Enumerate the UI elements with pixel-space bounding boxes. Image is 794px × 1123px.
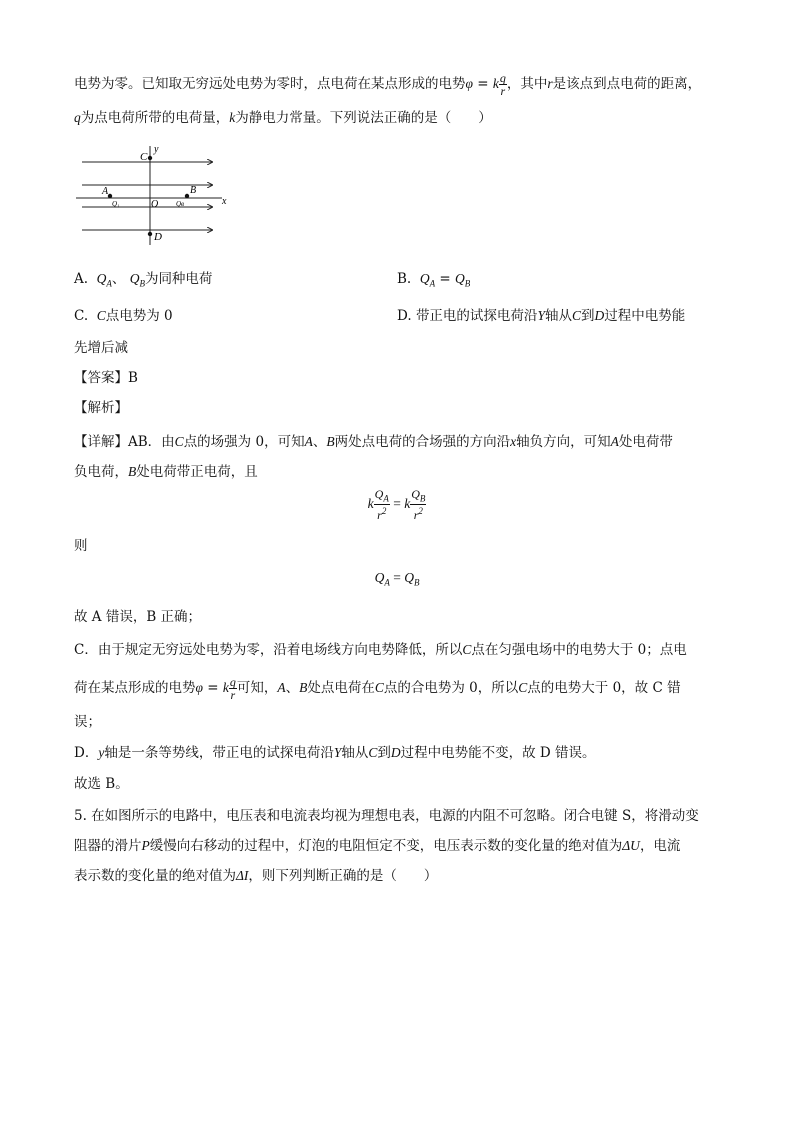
q4-line-1: 电势为零。已知取无穷远处电势为零时，点电荷在某点形成的电势φ = k $\frac{q}{r}$ ，其中r是该点到点电荷的距离， [74,71,702,98]
answer-line: 【答案】B [74,370,138,386]
conclusion-ab: 故 A 错误，B 正确； [74,609,202,625]
detail-line-1: 【详解】AB．由C点的场强为 0，可知A、B两处点电荷的合场强的方向沿x轴负方向，可知A处电荷带 [74,434,673,450]
field-diagram [74,140,234,250]
analysis-label: 【解析】 [74,400,128,416]
q5-line-3: 表示数的变化量的绝对值为ΔI，则下列判断正确的是（ ） [74,868,438,884]
label-A: A [102,186,109,197]
label-C: C [140,151,148,163]
label-D: D [154,231,162,243]
option-a[interactable]: A. $Q_A$、 $Q_B$为同种电荷 [74,271,213,289]
equation-2: $Q_A = Q_B$ [374,570,420,588]
point-D [148,232,152,236]
q5-line-1: 5. 在如图所示的电路中，电压表和电流表均视为理想电表，电源的内阻不可忽略。闭合电键 S，将滑动变 [74,808,699,824]
c-line-2: 荷在某点形成的电势φ = k $\frac{q}{r}$ 可知，A、B处点电荷在C点的合电势为 0，所以C点的电势大于 0，故 C 错 [74,675,681,702]
q5-line-2: 阻器的滑片P缓慢向右移动的过程中，灯泡的电阻恒定不变，电压表示数的变化量的绝对值为ΔU，电流 [74,838,681,854]
label-O: O [151,199,159,210]
option-c[interactable]: C. C点电势为 0 [74,308,173,324]
label-x: x [222,196,227,207]
label-y: y [154,144,159,155]
label-Q1: Q₁ [112,200,120,208]
c-line-1: C．由于规定无穷远处电势为零，沿着电场线方向电势降低，所以C点在匀强电场中的电势大于 0；点电 [74,642,687,658]
final-answer: 故选 B。 [74,776,129,792]
label-B: B [190,185,197,196]
option-d-wrap: 先增后减 [74,340,128,356]
label-Q2: Qв [176,200,185,208]
charge-A [108,194,112,198]
detail-line-2: 负电荷，B处电荷带正电荷，且 [74,464,258,480]
option-b[interactable]: B. $Q_A = Q_B$ [397,271,471,289]
charge-B [185,194,189,198]
q-over-r-fraction: $\frac{q}{r}$ [499,71,506,98]
point-C [148,156,152,160]
then-label: 则 [74,538,88,554]
d-line: D．y轴是一条等势线，带正电的试探电荷沿Y轴从C到D过程中电势能不变，故 D 错误。 [74,745,596,761]
q4-line-2: q为点电荷所带的电荷量，k为静电力常量。下列说法正确的是（ ） [74,110,492,126]
option-d[interactable]: D. 带正电的试探电荷沿Y轴从C到D过程中电势能 [397,308,686,324]
equation-1: k $\frac{Q_A}{r^2}$ = k $\frac{Q_B}{r^2}$ [367,487,426,523]
c-line-3: 误； [74,714,101,730]
